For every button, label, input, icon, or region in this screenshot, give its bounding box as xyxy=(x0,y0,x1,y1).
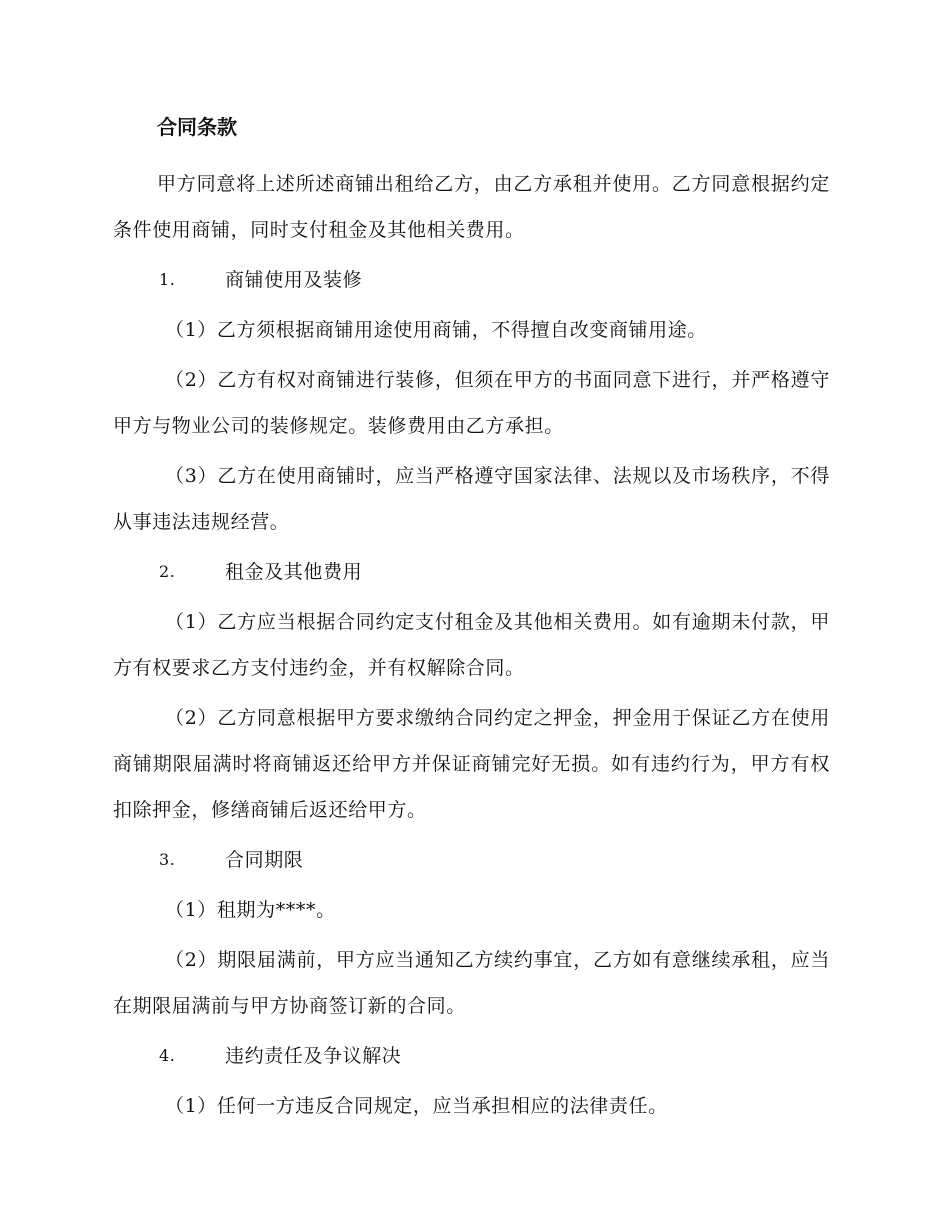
clause-paragraph: （2）乙方同意根据甲方要求缴纳合同约定之押金，押金用于保证乙方在使用商铺期限届满时将商铺返还给甲方并保证商铺完好无损。如有违约行为，甲方有权扣除押金，修缮商铺后返还给甲方。 xyxy=(113,707,830,821)
section-title: 违约责任及争议解决 xyxy=(225,1045,402,1067)
section-heading-1 xyxy=(159,257,830,303)
section-number: 3. xyxy=(159,850,176,869)
clause-paragraph: （2）期限届满前，甲方应当通知乙方续约事宜，乙方如有意继续承租，应当在期限届满前与甲方协商签订新的合同。 xyxy=(113,949,830,1017)
section-heading-4 xyxy=(159,1033,830,1079)
clause-paragraph: （1）乙方应当根据合同约定支付租金及其他相关费用。如有逾期未付款，甲方有权要求乙方支付违约金，并有权解除合同。 xyxy=(113,611,830,679)
clause-paragraph: （1）任何一方违反合同规定，应当承担相应的法律责任。 xyxy=(165,1095,668,1117)
intro-paragraph: 甲方同意将上述所述商铺出租给乙方，由乙方承租并使用。乙方同意根据约定条件使用商铺，同时支付租金及其他相关费用。 xyxy=(113,173,830,241)
section-number: 1. xyxy=(159,270,176,289)
section-title: 租金及其他费用 xyxy=(225,561,363,583)
section-heading-3 xyxy=(159,837,830,883)
clause-paragraph: （3）乙方在使用商铺时，应当严格遵守国家法律、法规以及市场秩序，不得从事违法违规经营。 xyxy=(113,465,830,533)
clause-paragraph: （1）乙方须根据商铺用途使用商铺，不得擅自改变商铺用途。 xyxy=(165,319,707,341)
clause-paragraph: （2）乙方有权对商铺进行装修，但须在甲方的书面同意下进行，并严格遵守甲方与物业公司的装修规定。装修费用由乙方承担。 xyxy=(113,369,830,437)
section-number: 4. xyxy=(159,1046,176,1065)
clause-paragraph: （1）租期为****。 xyxy=(165,899,336,921)
section-number: 2. xyxy=(159,562,176,581)
document-heading: 合同条款 xyxy=(157,115,237,139)
section-title: 商铺使用及装修 xyxy=(225,269,363,291)
section-title: 合同期限 xyxy=(225,849,304,871)
section-heading-2 xyxy=(159,549,830,595)
